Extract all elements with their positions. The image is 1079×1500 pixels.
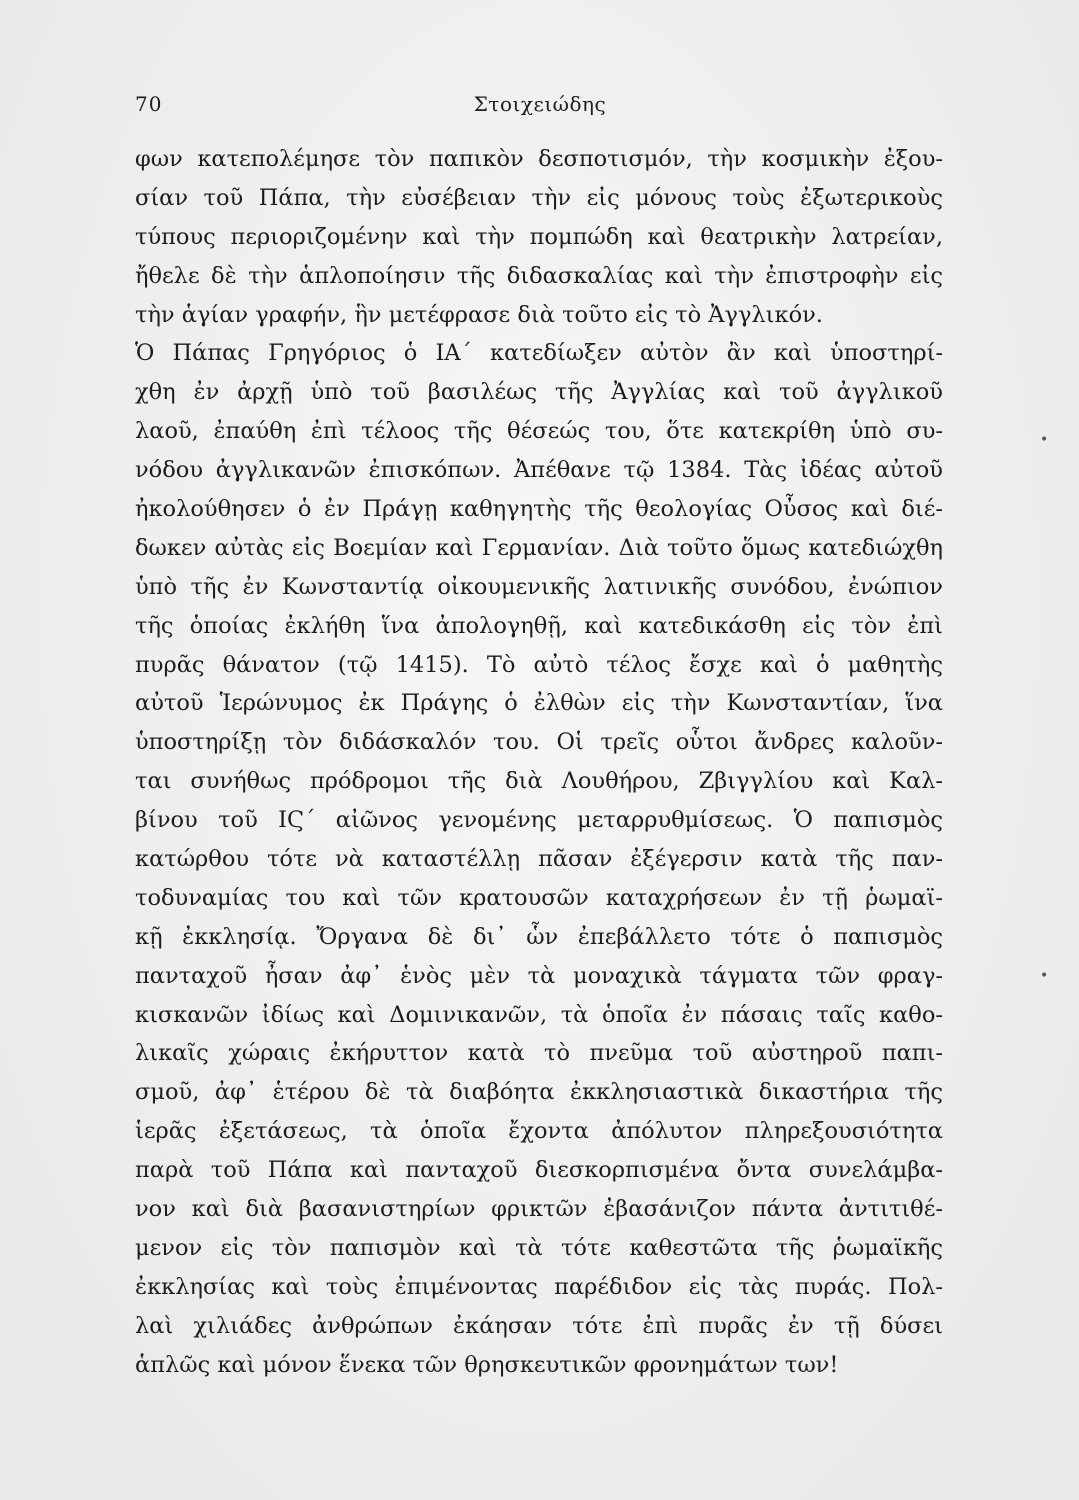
text-line: λικαῖς χώραις ἐκήρυττον κατὰ τὸ πνεῦμα τοῦ αὐστηροῦ παπι- [135, 1040, 943, 1067]
text-line: μενον εἰς τὸν παπισμὸν καὶ τὰ τότε καθεστῶτα τῆς ῥωμαϊκῆς [135, 1234, 943, 1261]
running-head [135, 92, 945, 124]
text-line: κισκανῶν ἰδίως καὶ Δομινικανῶν, τὰ ὁποῖα ἐν πάσαις ταῖς καθο- [135, 1001, 943, 1028]
text-line: σίαν τοῦ Πάπα, τὴν εὐσέβειαν τὴν εἰς μόνους τοὺς ἐξωτερικοὺς [135, 184, 943, 211]
text-line: ται συνήθως πρόδρομοι τῆς διὰ Λουθήρου, Ζβιγγλίου καὶ Καλ- [135, 768, 943, 795]
text-line: τῆς ὁποίας ἐκλήθη ἵνα ἀπολογηθῇ, καὶ κατεδικάσθη εἰς τὸν ἐπὶ [135, 612, 943, 639]
text-line: φων κατεπολέμησε τὸν παπικὸν δεσποτισμόν, τὴν κοσμικὴν ἐξου- [135, 146, 943, 172]
text-line: χθη ἐν ἀρχῇ ὑπὸ τοῦ βασιλέως τῆς Ἀγγλίας καὶ τοῦ ἀγγλικοῦ [135, 379, 943, 406]
text-line: Ὁ Πάπας Γρηγόριος ὁ ΙΑ΄ κατεδίωξεν αὐτὸν ἂν καὶ ὑποστηρί- [135, 340, 943, 367]
text-line: ὑπὸ τῆς ἐν Κωνσταντίᾳ οἰκουμενικῆς λατινικῆς συνόδου, ἐνώπιον [135, 573, 943, 600]
text-line: αὐτοῦ Ἱερώνυμος ἐκ Πράγης ὁ ἐλθὼν εἰς τὴν Κωνσταντίαν, ἵνα [135, 690, 943, 717]
text-line: ἁπλῶς καὶ μόνον ἕνεκα τῶν θρησκευτικῶν φρονημάτων των! [135, 1351, 839, 1378]
text-line: πανταχοῦ ἦσαν ἀφ᾿ ἑνὸς μὲν τὰ μοναχικὰ τάγματα τῶν φραγ- [135, 962, 943, 989]
text-line: λαοῦ, ἐπαύθη ἐπὶ τέλοος τῆς θέσεώς του, ὅτε κατεκρίθη ὑπὸ συ- [135, 418, 943, 445]
text-line: κῇ ἐκκλησίᾳ. Ὄργανα δὲ δι᾿ ὧν ἐπεβάλλετο τότε ὁ παπισμὸς [135, 923, 943, 950]
text-line: νον καὶ διὰ βασανιστηρίων φρικτῶν ἐβασάνιζον πάντα ἀντιτιθέ- [135, 1196, 943, 1223]
text-line: λαὶ χιλιάδες ἀνθρώπων ἐκάησαν τότε ἐπὶ πυρᾶς ἐν τῇ δύσει [135, 1312, 943, 1339]
text-line: πυρᾶς θάνατον (τῷ 1415). Τὸ αὐτὸ τέλος ἔσχε καὶ ὁ μαθητὴς [135, 651, 943, 678]
text-line: παρὰ τοῦ Πάπα καὶ πανταχοῦ διεσκορπισμένα ὄντα συνελάμβα- [135, 1157, 943, 1184]
text-line: δωκεν αὐτὰς εἰς Βοεμίαν καὶ Γερμανίαν. Διὰ τοῦτο ὅμως κατεδιώχθη [135, 534, 943, 561]
text-line: τύπους περιοριζομένην καὶ τὴν πομπώδη καὶ θεατρικὴν λατρείαν, [135, 223, 943, 250]
body-text [135, 140, 943, 1385]
text-line: ἠκολούθησεν ὁ ἐν Πράγῃ καθηγητὴς τῆς θεολογίας Οὖσος καὶ διέ- [135, 496, 943, 523]
margin-mark: • [1040, 432, 1049, 448]
text-line: ὑποστηρίξῃ τὸν διδάσκαλόν του. Οἱ τρεῖς οὗτοι ἄνδρες καλοῦν- [135, 729, 943, 756]
margin-mark: • [1040, 968, 1049, 984]
text-line: ἤθελε δὲ τὴν ἁπλοποίησιν τῆς διδασκαλίας καὶ τὴν ἐπιστροφὴν εἰς [135, 262, 943, 289]
page-number: 70 [135, 92, 163, 116]
text-line: ἐκκλησίας καὶ τοὺς ἐπιμένοντας παρέδιδον εἰς τὰς πυράς. Πολ- [135, 1273, 943, 1300]
text-line: τοδυναμίας του καὶ τῶν κρατουσῶν καταχρήσεων ἐν τῇ ῥωμαϊ- [135, 884, 943, 911]
text-line: ἱερᾶς ἐξετάσεως, τὰ ὁποῖα ἔχοντα ἀπόλυτον πληρεξουσιότητα [135, 1118, 943, 1145]
text-line: κατώρθου τότε νὰ καταστέλλῃ πᾶσαν ἐξέγερσιν κατὰ τῆς παν- [135, 846, 943, 873]
text-line: σμοῦ, ἀφ᾿ ἑτέρου δὲ τὰ διαβόητα ἐκκλησιαστικὰ δικαστήρια τῆς [135, 1079, 943, 1106]
text-line: τὴν ἁγίαν γραφήν, ἣν μετέφρασε διὰ τοῦτο εἰς τὸ Ἀγγλικόν. [135, 301, 823, 328]
text-line: νόδου ἀγγλικανῶν ἐπισκόπων. Ἀπέθανε τῷ 1384. Τὰς ἰδέας αὐτοῦ [135, 457, 943, 484]
text-line: βίνου τοῦ ΙϚ΄ αἰῶνος γενομένης μεταρρυθμίσεως. Ὁ παπισμὸς [135, 807, 943, 834]
running-title: Στοιχειώδης [473, 92, 607, 116]
